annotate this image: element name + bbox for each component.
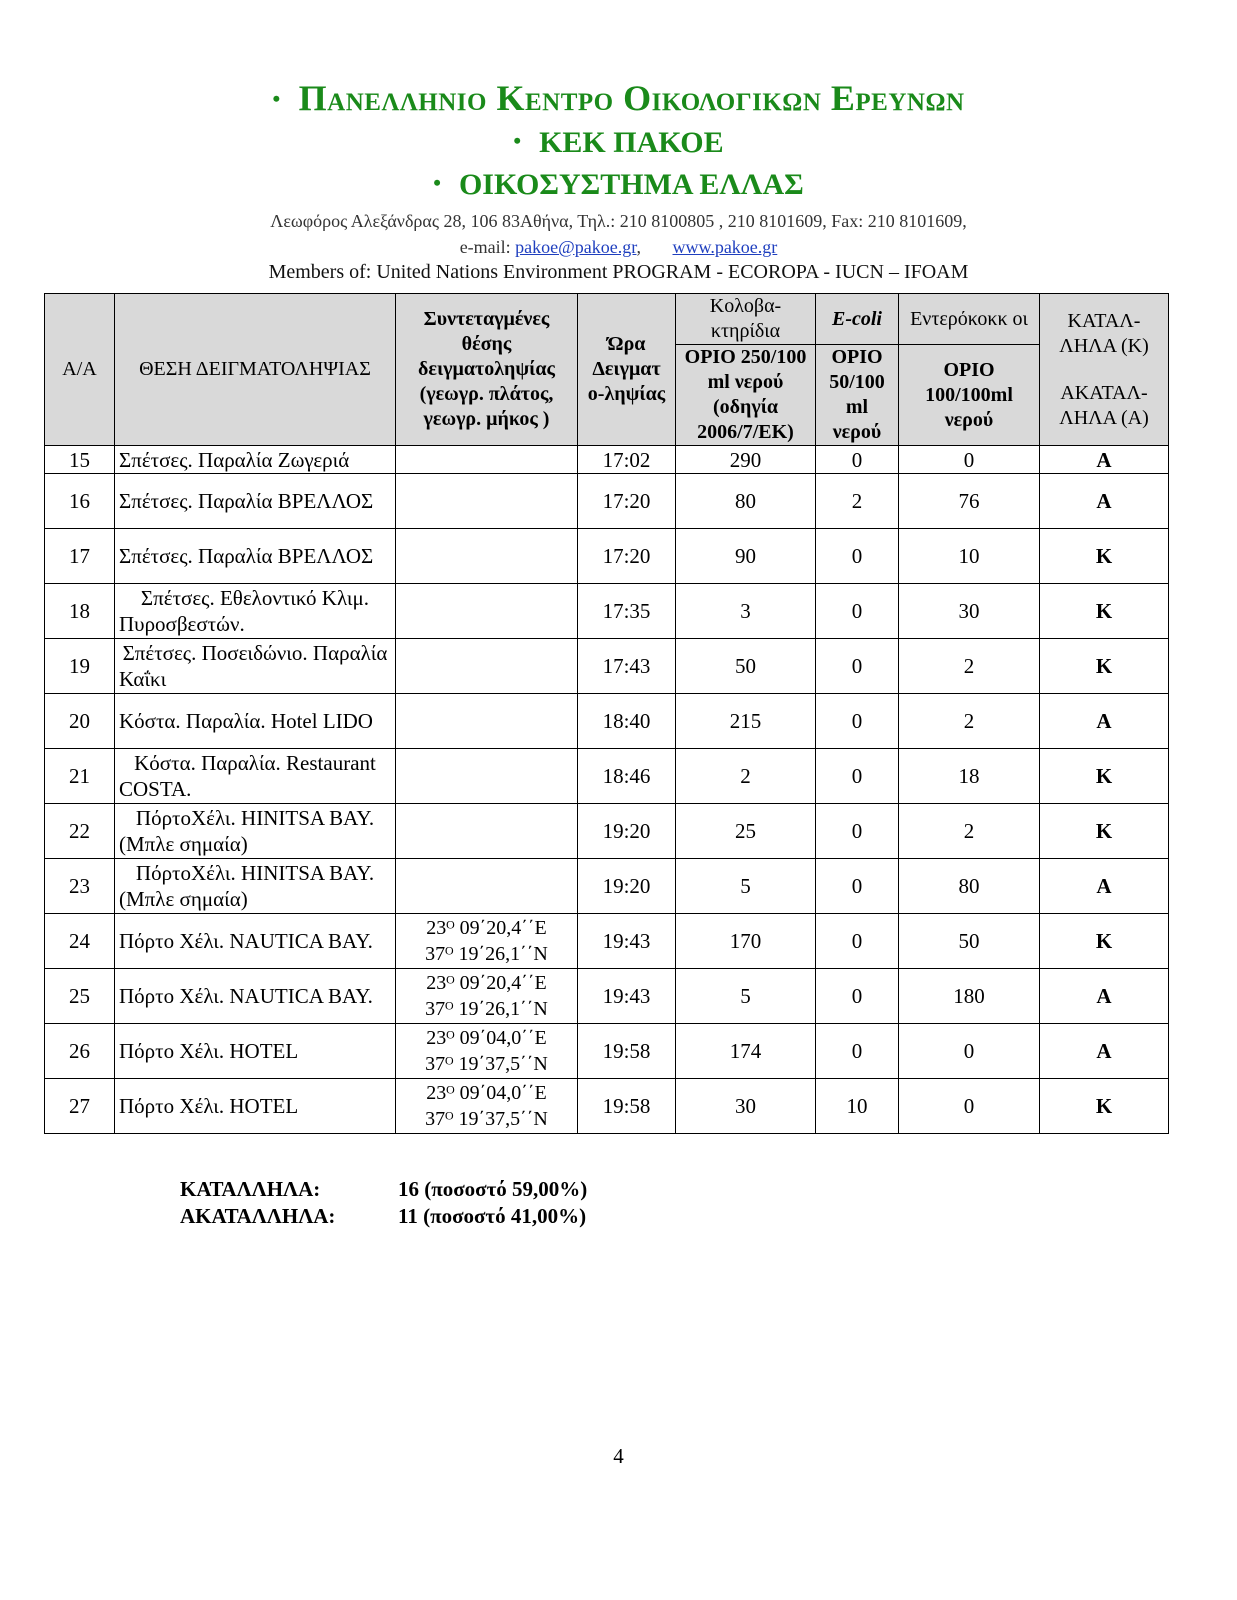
cell-coliform: 50 [676,639,816,694]
cell-aa: 25 [45,969,115,1024]
cell-suitability: Κ [1040,1079,1169,1134]
cell-location: ΠόρτοΧέλι. HINITSA BAY. (Μπλε σημαία) [115,804,396,859]
cell-entero: 76 [899,474,1040,529]
email-link[interactable]: pakoe@pakoe.gr [515,237,637,257]
cell-ecoli: 0 [816,914,899,969]
cell-time: 17:35 [578,584,676,639]
cell-coords [396,804,578,859]
cell-ecoli: 0 [816,584,899,639]
cell-ecoli: 2 [816,474,899,529]
header-suitable: ΚΑΤΑΛ-ΛΗΛΑ (Κ) [1059,309,1149,357]
cell-ecoli: 10 [816,1079,899,1134]
cell-aa: 27 [45,1079,115,1134]
cell-coliform: 80 [676,474,816,529]
cell-entero: 18 [899,749,1040,804]
cell-time: 19:43 [578,969,676,1024]
coord-latitude: 37ᴼ 19΄26,1΄΄Ν [425,998,548,1020]
cell-coords [396,969,578,1024]
cell-ecoli: 0 [816,529,899,584]
bullet-icon: • [272,86,281,111]
sampling-results-table [44,293,1169,1134]
org-name: • Πανελληνιο Κεντρο Οικολογικων Ερευνων [272,78,965,118]
cell-location: Σπέτσες. Παραλία Ζωγεριά [115,446,396,474]
cell-ecoli: 0 [816,859,899,914]
cell-ecoli: 0 [816,694,899,749]
cell-location: Πόρτο Χέλι. HOTEL [115,1079,396,1134]
cell-time: 18:40 [578,694,676,749]
table-row [45,1079,1169,1134]
cell-time: 17:20 [578,529,676,584]
cell-time: 19:58 [578,1079,676,1134]
coord-latitude: 37ᴼ 19΄26,1΄΄Ν [425,943,548,965]
header-entero: Εντερόκοκκ οι [899,294,1040,345]
cell-ecoli: 0 [816,749,899,804]
header-location: ΘΕΣΗ ΔΕΙΓΜΑΤΟΛΗΨΙΑΣ [115,294,396,446]
cell-coords [396,859,578,914]
cell-coords [396,529,578,584]
cell-coliform: 215 [676,694,816,749]
header-unsuitable: ΑΚΑΤΑΛ-ΛΗΛΑ (Α) [1059,381,1149,429]
header-coliform-limit: ΟΡΙΟ 250/100 ml νερού (οδηγία 2006/7/ΕΚ) [676,345,816,446]
cell-aa: 19 [45,639,115,694]
website-link[interactable]: www.pakoe.gr [672,237,778,257]
cell-time: 19:20 [578,804,676,859]
summary-unsuitable-label: ΑΚΑΤΑΛΛΗΛΑ: [180,1204,336,1228]
summary-unsuitable-value: 11 (ποσοστό 41,00%) [398,1204,587,1228]
cell-location: Σπέτσες. Παραλία ΒΡΕΛΛΟΣ [115,529,396,584]
table-row [45,749,1169,804]
header-coords: Συντεταγμένες θέσης δειγματοληψίας (γεωγρ. πλάτος, γεωγρ. μήκος ) [396,294,578,446]
table-row [45,804,1169,859]
header-suitability [1040,294,1169,446]
header-aa: Α/Α [45,294,115,446]
cell-coliform: 30 [676,1079,816,1134]
cell-coords [396,584,578,639]
cell-ecoli: 0 [816,1024,899,1079]
cell-aa: 23 [45,859,115,914]
cell-entero: 2 [899,804,1040,859]
cell-location: Κόστα. Παραλία. Hotel LIDO [115,694,396,749]
cell-coliform: 170 [676,914,816,969]
header-ecoli-limit: ΟΡΙΟ 50/100 ml νερού [816,345,899,446]
email-label: e-mail: [459,237,511,257]
table-row [45,969,1169,1024]
cell-suitability: Α [1040,446,1169,474]
cell-time: 19:43 [578,914,676,969]
cell-location: Πόρτο Χέλι. NAUTICA BAY. [115,969,396,1024]
table-row [45,914,1169,969]
cell-aa: 26 [45,1024,115,1079]
cell-entero: 180 [899,969,1040,1024]
cell-entero: 50 [899,914,1040,969]
coord-latitude: 37ᴼ 19΄37,5΄΄Ν [425,1053,548,1075]
table-row [45,694,1169,749]
summary-unsuitable [180,1203,587,1230]
cell-entero: 0 [899,446,1040,474]
cell-suitability: Α [1040,969,1169,1024]
header-entero-limit: ΟΡΙΟ 100/100ml νερού [899,345,1040,446]
table-row [45,446,1169,474]
header-time: Ώρα Δειγματ ο-ληψίας [578,294,676,446]
cell-suitability: Α [1040,859,1169,914]
coord-longitude: 23ᴼ 09΄04,0΄΄Ε [426,1027,547,1049]
summary-suitable-label: ΚΑΤΑΛΛΗΛΑ: [180,1177,321,1201]
summary-suitable-value: 16 (ποσοστό 59,00%) [398,1177,588,1201]
table-row [45,1024,1169,1079]
cell-aa: 20 [45,694,115,749]
cell-ecoli: 0 [816,969,899,1024]
members-line: Members of: United Nations Environment PROGRAM - ECOROPA - IUCN – IFOAM [268,261,969,283]
cell-coords [396,694,578,749]
header-ecoli: E-coli [816,294,899,345]
cell-coords [396,914,578,969]
cell-time: 19:58 [578,1024,676,1079]
cell-location: Πόρτο Χέλι. HOTEL [115,1024,396,1079]
cell-time: 17:20 [578,474,676,529]
cell-location: Σπέτσες. Ποσειδώνιο. Παραλία Καΐκι [115,639,396,694]
table-row [45,474,1169,529]
page-number: 4 [613,1444,624,1468]
ecosystem-title: • ΟΙΚΟΣΥΣΤΗΜΑ ΕΛΛΑΣ [433,168,804,201]
cell-entero: 0 [899,1024,1040,1079]
cell-suitability: Κ [1040,639,1169,694]
cell-time: 19:20 [578,859,676,914]
cell-suitability: Α [1040,1024,1169,1079]
cell-coliform: 5 [676,859,816,914]
cell-coliform: 5 [676,969,816,1024]
cell-suitability: Κ [1040,914,1169,969]
cell-coords [396,474,578,529]
cell-time: 17:02 [578,446,676,474]
cell-coliform: 2 [676,749,816,804]
cell-aa: 18 [45,584,115,639]
cell-location: ΠόρτοΧέλι. HINITSA BAY. (Μπλε σημαία) [115,859,396,914]
cell-coliform: 174 [676,1024,816,1079]
coord-longitude: 23ᴼ 09΄20,4΄΄Ε [426,917,547,939]
coord-latitude: 37ᴼ 19΄37,5΄΄Ν [425,1108,548,1130]
cell-entero: 0 [899,1079,1040,1134]
cell-location: Πόρτο Χέλι. NAUTICA BAY. [115,914,396,969]
cell-suitability: Κ [1040,749,1169,804]
cell-ecoli: 0 [816,804,899,859]
cell-aa: 16 [45,474,115,529]
cell-coliform: 90 [676,529,816,584]
summary [180,1176,587,1230]
cell-time: 18:46 [578,749,676,804]
coord-longitude: 23ᴼ 09΄04,0΄΄Ε [426,1082,547,1104]
cell-aa: 15 [45,446,115,474]
cell-coords [396,1079,578,1134]
cell-aa: 24 [45,914,115,969]
cell-time: 17:43 [578,639,676,694]
cell-entero: 2 [899,639,1040,694]
cell-aa: 22 [45,804,115,859]
cell-coords [396,639,578,694]
table-row [45,529,1169,584]
cell-location: Κόστα. Παραλία. Restaurant COSTA. [115,749,396,804]
cell-entero: 2 [899,694,1040,749]
cell-entero: 30 [899,584,1040,639]
cell-suitability: Κ [1040,804,1169,859]
cell-aa: 21 [45,749,115,804]
cell-coords [396,749,578,804]
summary-suitable [180,1176,587,1203]
cell-location: Σπέτσες. Παραλία ΒΡΕΛΛΟΣ [115,474,396,529]
bullet-icon: • [433,170,441,195]
cell-suitability: Κ [1040,529,1169,584]
table-row [45,584,1169,639]
coord-longitude: 23ᴼ 09΄20,4΄΄Ε [426,972,547,994]
cell-entero: 10 [899,529,1040,584]
cell-entero: 80 [899,859,1040,914]
org-acronym: • ΚΕΚ ΠΑΚΟΕ [513,126,724,159]
address-line: Λεωφόρος Αλεξάνδρας 28, 106 83Αθήνα, Τηλ.: 210 8100805 , 210 8101609, Fax: 210 8101609, [270,211,967,231]
contact-line: e-mail: pakoe@pakoe.gr, www.pakoe.gr [459,237,778,257]
table-body [45,446,1169,1134]
header-coliform: Κολοβα-κτηρίδια [676,294,816,345]
cell-aa: 17 [45,529,115,584]
cell-ecoli: 0 [816,639,899,694]
table-row [45,639,1169,694]
cell-coliform: 3 [676,584,816,639]
cell-coords [396,446,578,474]
cell-coliform: 25 [676,804,816,859]
table-row [45,859,1169,914]
bullet-icon: • [513,128,522,153]
cell-suitability: Α [1040,474,1169,529]
cell-location: Σπέτσες. Εθελοντικό Κλιμ. Πυροσβεστών. [115,584,396,639]
cell-suitability: Κ [1040,584,1169,639]
cell-coords [396,1024,578,1079]
letterhead [0,78,1237,285]
cell-coliform: 290 [676,446,816,474]
cell-suitability: Α [1040,694,1169,749]
cell-ecoli: 0 [816,446,899,474]
